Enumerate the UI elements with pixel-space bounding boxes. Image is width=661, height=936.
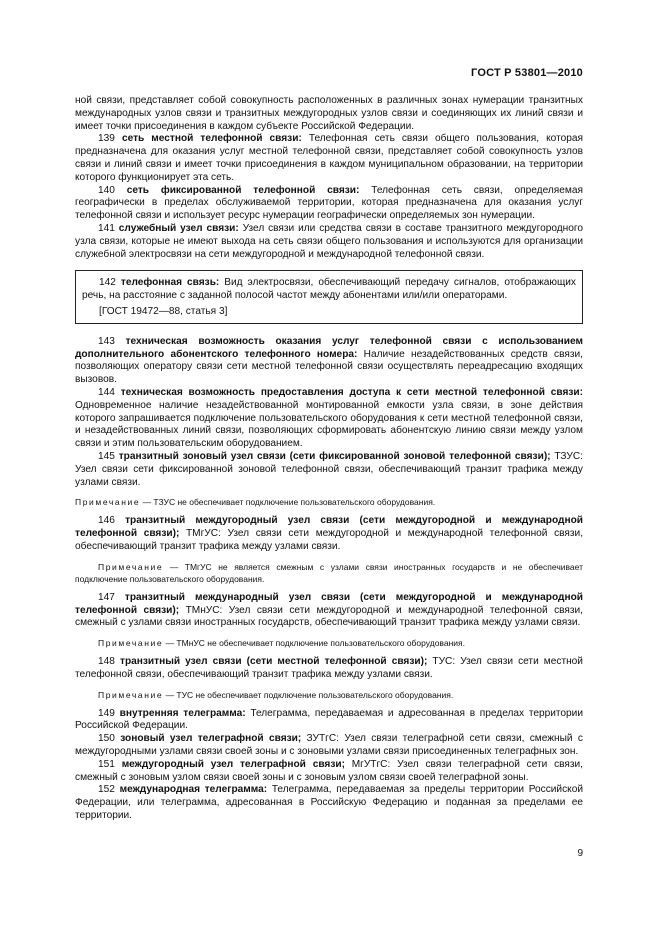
continued-paragraph: ной связи, представляет собой совокупность расположенных в различных зонах нумерации транзитных международных узлов связи и транзитных междугородных узлов связи и соединяющих их линий связи и имеет точки присоединения в каждом субъекте Российской Федерации. (75, 95, 583, 132)
term-147 (75, 592, 583, 630)
term-number: 147 (98, 591, 115, 603)
term-151 (75, 759, 583, 785)
term-148-note (75, 689, 583, 701)
term-name: транзитный узел связи (сети местной телефонной связи); (119, 656, 428, 668)
term-number: 139 (98, 133, 115, 145)
document-body (75, 95, 583, 823)
term-146 (75, 515, 583, 553)
term-number: 142 (99, 277, 116, 289)
term-144 (75, 387, 583, 451)
standard-header: ГОСТ Р 53801—2010 (471, 67, 583, 79)
term-149 (75, 708, 583, 734)
note-label: Примечание (98, 638, 164, 649)
term-number: 150 (98, 733, 115, 745)
term-reference: [ГОСТ 19472—88, статья 3] (99, 305, 228, 317)
term-143 (75, 336, 583, 387)
note-label: Примечание (75, 497, 141, 508)
term-number: 148 (98, 656, 115, 668)
term-name: транзитный международный узел связи (сети междугородной и международной телефонной связи); (75, 591, 583, 616)
term-name: транзитный междугородный узел связи (сети междугородной и международной телефонной связи); (75, 515, 583, 540)
note-text: — ТЗУС не обеспечивает подключение пользовательского оборудования. (140, 497, 436, 508)
term-number: 152 (98, 784, 115, 796)
note-text: — ТМгУС не является смежным с узлами связи иностранных государств и не обеспечивает подключение пользовательского оборудования. (75, 561, 583, 584)
term-number: 151 (98, 758, 115, 770)
term-definition: ЗУТгС: Узел связи телеграфной сети связи, смежный с междугородными узлами связи своей зоны и с зоновыми узлами связи присоединенных телеграфных зон. (75, 733, 583, 758)
term-147-note (75, 637, 583, 649)
term-name: зоновый узел телеграфной связи; (120, 733, 302, 745)
term-name: внутренняя телеграмма: (119, 707, 246, 719)
term-141 (75, 223, 583, 261)
note-text: — ТМнУС не обеспечивает подключение пользовательского оборудования. (163, 638, 465, 649)
term-number: 143 (98, 335, 115, 347)
note-label: Примечание (98, 561, 164, 572)
term-152 (75, 784, 583, 822)
term-definition: ТМнУС: Узел связи сети междугородной и международной телефонной связи, смежный с узлами связи иностранных государств, обеспечивающий транзит трафика между узлами связи. (75, 604, 583, 629)
term-number: 141 (98, 222, 115, 234)
term-142-box (75, 270, 583, 323)
term-definition: Одновременное наличие незадействованной монтированной емкости узла связи, в зоне действия которого запрашивается подключение пользовательского оборудования к сети местной телефонной связи, и незадействованных линий связи, позволяющих сформировать абонентскую линию связи между узлом связи и этим пользовательским оборудованием. (75, 399, 583, 450)
term-name: сеть фиксированной телефонной связи: (126, 184, 360, 196)
note-label: Примечание (98, 689, 164, 700)
term-name: сеть местной телефонной связи: (121, 133, 302, 145)
term-definition: ТЗУС: Узел связи сети фиксированной зоновой телефонной связи, обеспечивающий транзит трафика между узлами связи. (75, 450, 583, 488)
term-number: 145 (98, 450, 115, 462)
term-number: 149 (98, 707, 115, 719)
term-definition: ТУС: Узел связи сети местной телефонной связи, обеспечивающий транзит трафика между узлами связи. (75, 656, 583, 680)
note-text: — ТУС не обеспечивает подключение пользовательского оборудования. (163, 689, 454, 700)
term-name: международная телеграмма: (119, 784, 268, 796)
term-definition: ТМгУС: Узел связи сети междугородной и международной телефонной связи, обеспечивающий транзит трафика между узлами связи. (75, 528, 584, 552)
term-definition: Вид электросвязи, обеспечивающий передачу сигналов, отображающих речь, на расстояние с заданной полосой частот между абонентами или/или операторами. (82, 277, 576, 302)
term-definition: Узел связи или средства связи в составе транзитного междугородного узла связи, которые не имеют выхода на сеть связи общего пользования и используются для организации служебной электросвязи на сети междугородной и международной телефонной связи. (75, 222, 583, 260)
term-definition: Наличие незадействованных средств связи, позволяющих оператору связи сети местной телефонной связи осуществлять переадресацию входящих вызовов. (75, 348, 583, 386)
term-definition: Телефонная сеть связи, определяемая географически в пределах обслуживаемой территории, которая предназначена для оказания услуг телефонной связи и использует ресурс нумерации географически определяемых зон нумерации. (75, 184, 583, 222)
term-name: транзитный зоновый узел связи (сети фиксированной зоновой телефонной связи); (118, 450, 551, 462)
term-definition: Телеграмма, передаваемая и адресованная в пределах территории Российской Федерации. (75, 707, 583, 732)
term-number: 140 (98, 184, 115, 196)
term-number: 146 (98, 515, 115, 527)
term-name: техническая возможность оказания услуг телефонной связи с использованием дополнительного абонентского телефонного номера: (75, 335, 583, 360)
term-name: междугородный узел телеграфной связи; (121, 758, 345, 770)
term-definition: Телефонная сеть связи общего пользования, которая предназначена для оказания услуг местной телефонной связи, представляет собой совокупность узлов связи и линий связи и имеет точки присоединения в каждом муниципальном образовании, на территории которого функционирует эта сеть. (75, 133, 583, 183)
page-number: 9 (577, 848, 583, 859)
term-definition: Телеграмма, передаваемая за пределы территории Российской Федерации, или телеграмма, адресованная в Российскую Федерацию и поданная за пределами ее территории. (75, 784, 583, 822)
term-139 (75, 133, 583, 184)
term-142 (82, 277, 576, 303)
term-number: 144 (98, 386, 115, 398)
term-140 (75, 185, 583, 223)
term-150 (75, 733, 583, 759)
term-145-note (75, 496, 583, 508)
term-name: служебный узел связи: (118, 222, 239, 234)
term-146-note (75, 561, 583, 585)
term-145 (75, 451, 583, 489)
term-definition: МгУТгС: Узел связи телеграфной сети связи, смежный с зоновым узлом связи своей зоны и с зоновым узлом связи своей телеграфной зоны. (75, 758, 583, 783)
term-148 (75, 656, 583, 682)
term-name: техническая возможность предоставления доступа к сети местной телефонной связи: (120, 386, 583, 398)
term-name: телефонная связь: (120, 277, 220, 289)
